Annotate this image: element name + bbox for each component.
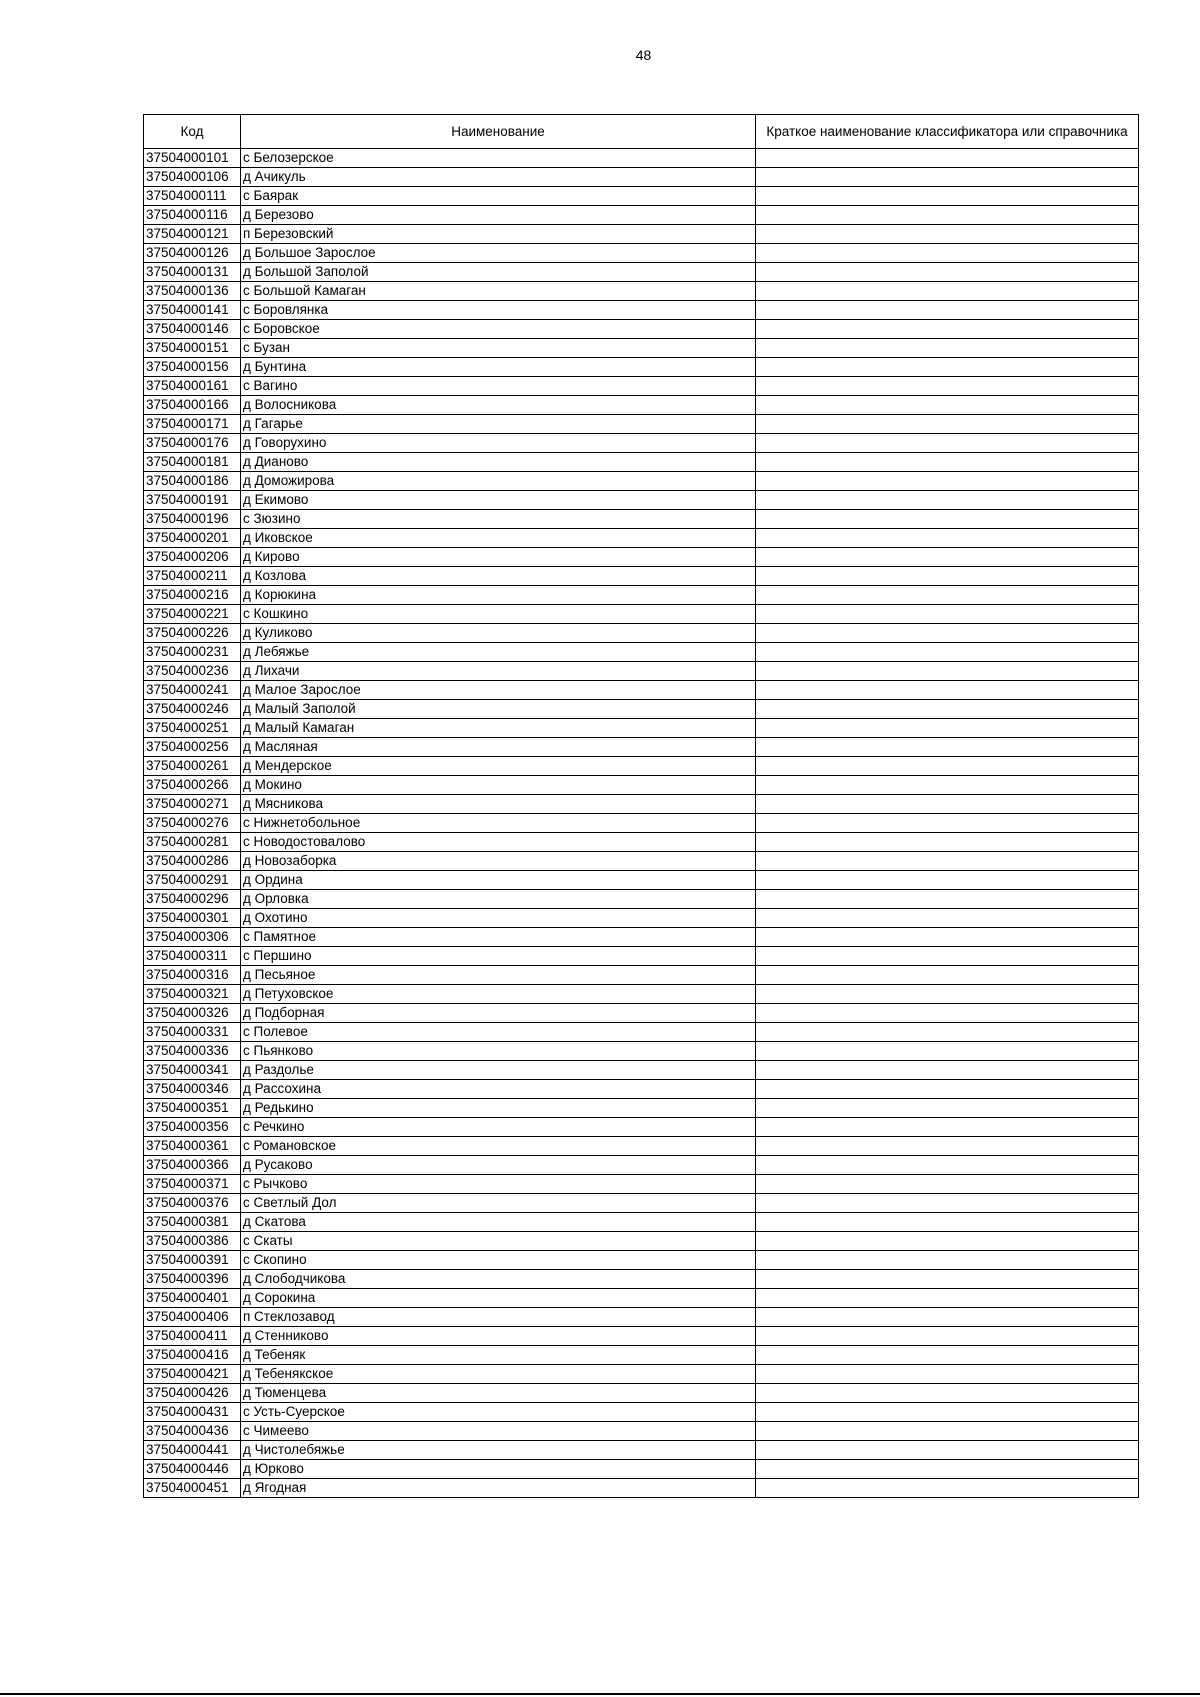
cell-short-name: [756, 1118, 1139, 1137]
cell-name: д Тюменцева: [241, 1384, 756, 1403]
cell-name: д Тебеняк: [241, 1346, 756, 1365]
cell-code: 37504000231: [144, 643, 241, 662]
cell-name: д Ачикуль: [241, 168, 756, 187]
cell-name: д Иковское: [241, 529, 756, 548]
table-row: [144, 1441, 1139, 1460]
cell-code: 37504000126: [144, 244, 241, 263]
cell-name: д Рассохина: [241, 1080, 756, 1099]
cell-short-name: [756, 947, 1139, 966]
cell-short-name: [756, 814, 1139, 833]
page-number: 48: [635, 47, 652, 63]
cell-short-name: [756, 377, 1139, 396]
cell-name: д Корюкина: [241, 586, 756, 605]
cell-code: 37504000436: [144, 1422, 241, 1441]
cell-short-name: [756, 1099, 1139, 1118]
cell-short-name: [756, 358, 1139, 377]
table-row: [144, 1232, 1139, 1251]
table-row: [144, 776, 1139, 795]
table-row: [144, 282, 1139, 301]
cell-code: 37504000361: [144, 1137, 241, 1156]
cell-short-name: [756, 225, 1139, 244]
table-row: [144, 1327, 1139, 1346]
cell-short-name: [756, 149, 1139, 168]
classifier-table: [143, 114, 1139, 1498]
cell-name: д Дианово: [241, 453, 756, 472]
header-row: [144, 115, 1139, 149]
cell-short-name: [756, 567, 1139, 586]
table-row: [144, 700, 1139, 719]
table-row: [144, 415, 1139, 434]
cell-code: 37504000131: [144, 263, 241, 282]
table-row: [144, 947, 1139, 966]
cell-code: 37504000376: [144, 1194, 241, 1213]
cell-code: 37504000251: [144, 719, 241, 738]
cell-code: 37504000166: [144, 396, 241, 415]
table-row: [144, 1004, 1139, 1023]
cell-short-name: [756, 1023, 1139, 1042]
cell-name: д Чистолебяжье: [241, 1441, 756, 1460]
cell-short-name: [756, 187, 1139, 206]
table-row: [144, 529, 1139, 548]
cell-short-name: [756, 282, 1139, 301]
table-row: [144, 1061, 1139, 1080]
cell-name: с Кошкино: [241, 605, 756, 624]
cell-short-name: [756, 738, 1139, 757]
cell-code: 37504000401: [144, 1289, 241, 1308]
table-row: [144, 662, 1139, 681]
cell-name: с Речкино: [241, 1118, 756, 1137]
cell-name: с Зюзино: [241, 510, 756, 529]
table-row: [144, 301, 1139, 320]
cell-short-name: [756, 244, 1139, 263]
cell-short-name: [756, 1479, 1139, 1498]
table-row: [144, 187, 1139, 206]
cell-short-name: [756, 1004, 1139, 1023]
cell-short-name: [756, 1365, 1139, 1384]
table-row: [144, 1042, 1139, 1061]
cell-short-name: [756, 529, 1139, 548]
cell-code: 37504000216: [144, 586, 241, 605]
cell-name: д Бунтина: [241, 358, 756, 377]
cell-code: 37504000206: [144, 548, 241, 567]
cell-short-name: [756, 833, 1139, 852]
cell-name: д Скатова: [241, 1213, 756, 1232]
cell-name: д Масляная: [241, 738, 756, 757]
cell-code: 37504000431: [144, 1403, 241, 1422]
table-row: [144, 833, 1139, 852]
cell-name: д Малый Заполой: [241, 700, 756, 719]
cell-short-name: [756, 491, 1139, 510]
table-row: [144, 1460, 1139, 1479]
cell-name: с Новодостовалово: [241, 833, 756, 852]
cell-code: 37504000271: [144, 795, 241, 814]
cell-name: д Волосникова: [241, 396, 756, 415]
table-row: [144, 339, 1139, 358]
cell-name: п Березовский: [241, 225, 756, 244]
cell-short-name: [756, 168, 1139, 187]
cell-name: д Раздолье: [241, 1061, 756, 1080]
cell-code: 37504000116: [144, 206, 241, 225]
cell-name: д Новозаборка: [241, 852, 756, 871]
cell-short-name: [756, 1270, 1139, 1289]
cell-code: 37504000421: [144, 1365, 241, 1384]
cell-short-name: [756, 757, 1139, 776]
cell-short-name: [756, 852, 1139, 871]
table-row: [144, 358, 1139, 377]
table-row: [144, 871, 1139, 890]
cell-code: 37504000171: [144, 415, 241, 434]
cell-name: д Малый Камаган: [241, 719, 756, 738]
cell-name: д Песьяное: [241, 966, 756, 985]
cell-name: д Юрково: [241, 1460, 756, 1479]
cell-short-name: [756, 586, 1139, 605]
cell-short-name: [756, 1308, 1139, 1327]
cell-name: д Орловка: [241, 890, 756, 909]
table-row: [144, 548, 1139, 567]
cell-name: д Охотино: [241, 909, 756, 928]
cell-short-name: [756, 1156, 1139, 1175]
cell-short-name: [756, 871, 1139, 890]
table-row: [144, 1099, 1139, 1118]
cell-code: 37504000316: [144, 966, 241, 985]
cell-name: д Сорокина: [241, 1289, 756, 1308]
cell-short-name: [756, 928, 1139, 947]
cell-code: 37504000241: [144, 681, 241, 700]
cell-name: д Русаково: [241, 1156, 756, 1175]
cell-code: 37504000291: [144, 871, 241, 890]
cell-short-name: [756, 1289, 1139, 1308]
cell-name: д Тебенякское: [241, 1365, 756, 1384]
cell-name: д Ордина: [241, 871, 756, 890]
table-row: [144, 890, 1139, 909]
table-row: [144, 795, 1139, 814]
table-row: [144, 909, 1139, 928]
table-row: [144, 1403, 1139, 1422]
table-row: [144, 852, 1139, 871]
cell-code: 37504000141: [144, 301, 241, 320]
table-row: [144, 643, 1139, 662]
table-row: [144, 1308, 1139, 1327]
cell-short-name: [756, 1080, 1139, 1099]
table-row: [144, 1422, 1139, 1441]
cell-code: 37504000311: [144, 947, 241, 966]
cell-code: 37504000121: [144, 225, 241, 244]
cell-name: д Мокино: [241, 776, 756, 795]
cell-short-name: [756, 700, 1139, 719]
cell-code: 37504000331: [144, 1023, 241, 1042]
cell-name: д Лихачи: [241, 662, 756, 681]
table-row: [144, 1479, 1139, 1498]
cell-short-name: [756, 1042, 1139, 1061]
header-name: Наименование: [241, 115, 756, 149]
cell-short-name: [756, 1403, 1139, 1422]
cell-short-name: [756, 1232, 1139, 1251]
cell-code: 37504000396: [144, 1270, 241, 1289]
table-row: [144, 1137, 1139, 1156]
cell-short-name: [756, 890, 1139, 909]
cell-name: д Кирово: [241, 548, 756, 567]
cell-short-name: [756, 1327, 1139, 1346]
cell-name: с Нижнетобольное: [241, 814, 756, 833]
header-code: Код: [144, 115, 241, 149]
table-row: [144, 1346, 1139, 1365]
cell-code: 37504000276: [144, 814, 241, 833]
cell-short-name: [756, 1061, 1139, 1080]
table-row: [144, 624, 1139, 643]
table-row: [144, 1270, 1139, 1289]
cell-code: 37504000301: [144, 909, 241, 928]
cell-name: д Березово: [241, 206, 756, 225]
cell-code: 37504000386: [144, 1232, 241, 1251]
cell-code: 37504000221: [144, 605, 241, 624]
cell-name: д Куликово: [241, 624, 756, 643]
cell-name: с Усть-Суерское: [241, 1403, 756, 1422]
table-row: [144, 1175, 1139, 1194]
table-row: [144, 396, 1139, 415]
table-row: [144, 472, 1139, 491]
cell-short-name: [756, 415, 1139, 434]
cell-code: 37504000236: [144, 662, 241, 681]
cell-code: 37504000356: [144, 1118, 241, 1137]
cell-code: 37504000426: [144, 1384, 241, 1403]
cell-name: с Большой Камаган: [241, 282, 756, 301]
table-row: [144, 1194, 1139, 1213]
cell-short-name: [756, 472, 1139, 491]
cell-short-name: [756, 1251, 1139, 1270]
table-row: [144, 168, 1139, 187]
cell-short-name: [756, 548, 1139, 567]
cell-code: 37504000191: [144, 491, 241, 510]
cell-code: 37504000196: [144, 510, 241, 529]
cell-name: с Полевое: [241, 1023, 756, 1042]
cell-short-name: [756, 719, 1139, 738]
cell-code: 37504000326: [144, 1004, 241, 1023]
cell-name: д Слободчикова: [241, 1270, 756, 1289]
table-row: [144, 491, 1139, 510]
cell-short-name: [756, 1460, 1139, 1479]
cell-code: 37504000256: [144, 738, 241, 757]
table-row: [144, 434, 1139, 453]
cell-name: с Бузан: [241, 339, 756, 358]
cell-code: 37504000101: [144, 149, 241, 168]
bottom-divider: [0, 1693, 1200, 1695]
cell-name: д Козлова: [241, 567, 756, 586]
cell-code: 37504000446: [144, 1460, 241, 1479]
cell-code: 37504000371: [144, 1175, 241, 1194]
cell-code: 37504000296: [144, 890, 241, 909]
cell-name: д Лебяжье: [241, 643, 756, 662]
cell-short-name: [756, 985, 1139, 1004]
table-row: [144, 567, 1139, 586]
cell-name: с Памятное: [241, 928, 756, 947]
cell-name: с Романовское: [241, 1137, 756, 1156]
cell-code: 37504000341: [144, 1061, 241, 1080]
cell-short-name: [756, 320, 1139, 339]
table-row: [144, 928, 1139, 947]
cell-code: 37504000106: [144, 168, 241, 187]
cell-code: 37504000226: [144, 624, 241, 643]
table-row: [144, 1118, 1139, 1137]
cell-short-name: [756, 662, 1139, 681]
table-row: [144, 149, 1139, 168]
cell-name: д Екимово: [241, 491, 756, 510]
cell-name: с Вагино: [241, 377, 756, 396]
cell-code: 37504000411: [144, 1327, 241, 1346]
cell-code: 37504000176: [144, 434, 241, 453]
cell-code: 37504000161: [144, 377, 241, 396]
cell-short-name: [756, 1194, 1139, 1213]
cell-name: с Скаты: [241, 1232, 756, 1251]
cell-code: 37504000336: [144, 1042, 241, 1061]
cell-short-name: [756, 263, 1139, 282]
cell-name: д Ягодная: [241, 1479, 756, 1498]
table-row: [144, 1023, 1139, 1042]
cell-short-name: [756, 434, 1139, 453]
cell-short-name: [756, 1137, 1139, 1156]
cell-name: п Стеклозавод: [241, 1308, 756, 1327]
cell-code: 37504000261: [144, 757, 241, 776]
cell-name: д Гагарье: [241, 415, 756, 434]
cell-name: д Стенниково: [241, 1327, 756, 1346]
table-row: [144, 1213, 1139, 1232]
cell-code: 37504000406: [144, 1308, 241, 1327]
cell-code: 37504000381: [144, 1213, 241, 1232]
table-row: [144, 510, 1139, 529]
cell-short-name: [756, 795, 1139, 814]
cell-code: 37504000156: [144, 358, 241, 377]
table-row: [144, 605, 1139, 624]
table-row: [144, 814, 1139, 833]
cell-code: 37504000306: [144, 928, 241, 947]
table-row: [144, 681, 1139, 700]
cell-name: д Подборная: [241, 1004, 756, 1023]
cell-code: 37504000146: [144, 320, 241, 339]
table-row: [144, 320, 1139, 339]
cell-short-name: [756, 1213, 1139, 1232]
cell-name: с Светлый Дол: [241, 1194, 756, 1213]
cell-name: с Баярак: [241, 187, 756, 206]
table-header: [144, 115, 1139, 149]
cell-short-name: [756, 301, 1139, 320]
table-row: [144, 263, 1139, 282]
table-row: [144, 1384, 1139, 1403]
cell-name: с Боровское: [241, 320, 756, 339]
cell-code: 37504000416: [144, 1346, 241, 1365]
cell-code: 37504000351: [144, 1099, 241, 1118]
cell-name: с Рычково: [241, 1175, 756, 1194]
cell-short-name: [756, 605, 1139, 624]
table-row: [144, 377, 1139, 396]
cell-code: 37504000111: [144, 187, 241, 206]
table-row: [144, 719, 1139, 738]
table-row: [144, 1080, 1139, 1099]
cell-name: с Чимеево: [241, 1422, 756, 1441]
cell-code: 37504000366: [144, 1156, 241, 1175]
cell-code: 37504000451: [144, 1479, 241, 1498]
table-row: [144, 206, 1139, 225]
cell-code: 37504000346: [144, 1080, 241, 1099]
table-row: [144, 453, 1139, 472]
cell-name: д Говорухино: [241, 434, 756, 453]
cell-short-name: [756, 681, 1139, 700]
cell-name: д Мясникова: [241, 795, 756, 814]
cell-short-name: [756, 1441, 1139, 1460]
cell-short-name: [756, 339, 1139, 358]
cell-name: с Скопино: [241, 1251, 756, 1270]
table-row: [144, 1365, 1139, 1384]
table-row: [144, 1251, 1139, 1270]
cell-name: с Боровлянка: [241, 301, 756, 320]
table-row: [144, 985, 1139, 1004]
cell-code: 37504000201: [144, 529, 241, 548]
table-row: [144, 225, 1139, 244]
cell-short-name: [756, 1384, 1139, 1403]
cell-code: 37504000211: [144, 567, 241, 586]
cell-code: 37504000321: [144, 985, 241, 1004]
cell-name: д Мендерское: [241, 757, 756, 776]
cell-name: д Малое Зарослое: [241, 681, 756, 700]
cell-code: 37504000286: [144, 852, 241, 871]
cell-code: 37504000151: [144, 339, 241, 358]
table-row: [144, 1156, 1139, 1175]
cell-code: 37504000266: [144, 776, 241, 795]
cell-code: 37504000281: [144, 833, 241, 852]
table-body: [144, 149, 1139, 1498]
cell-name: с Пьянково: [241, 1042, 756, 1061]
table-row: [144, 1289, 1139, 1308]
cell-short-name: [756, 1175, 1139, 1194]
cell-short-name: [756, 1346, 1139, 1365]
cell-name: д Большой Заполой: [241, 263, 756, 282]
cell-short-name: [756, 966, 1139, 985]
cell-code: 37504000391: [144, 1251, 241, 1270]
cell-name: д Большое Зарослое: [241, 244, 756, 263]
cell-short-name: [756, 909, 1139, 928]
cell-short-name: [756, 776, 1139, 795]
cell-code: 37504000186: [144, 472, 241, 491]
cell-name: д Редькино: [241, 1099, 756, 1118]
cell-short-name: [756, 510, 1139, 529]
cell-short-name: [756, 396, 1139, 415]
cell-short-name: [756, 624, 1139, 643]
cell-short-name: [756, 1422, 1139, 1441]
cell-code: 37504000441: [144, 1441, 241, 1460]
cell-code: 37504000136: [144, 282, 241, 301]
table-row: [144, 966, 1139, 985]
header-short-name: Краткое наименование классификатора или справочника: [756, 115, 1139, 149]
cell-code: 37504000181: [144, 453, 241, 472]
cell-short-name: [756, 453, 1139, 472]
cell-code: 37504000246: [144, 700, 241, 719]
cell-name: д Петуховское: [241, 985, 756, 1004]
table-row: [144, 586, 1139, 605]
cell-name: с Першино: [241, 947, 756, 966]
table-row: [144, 757, 1139, 776]
table-row: [144, 738, 1139, 757]
cell-short-name: [756, 206, 1139, 225]
table-row: [144, 244, 1139, 263]
cell-name: с Белозерское: [241, 149, 756, 168]
cell-short-name: [756, 643, 1139, 662]
cell-name: д Доможирова: [241, 472, 756, 491]
